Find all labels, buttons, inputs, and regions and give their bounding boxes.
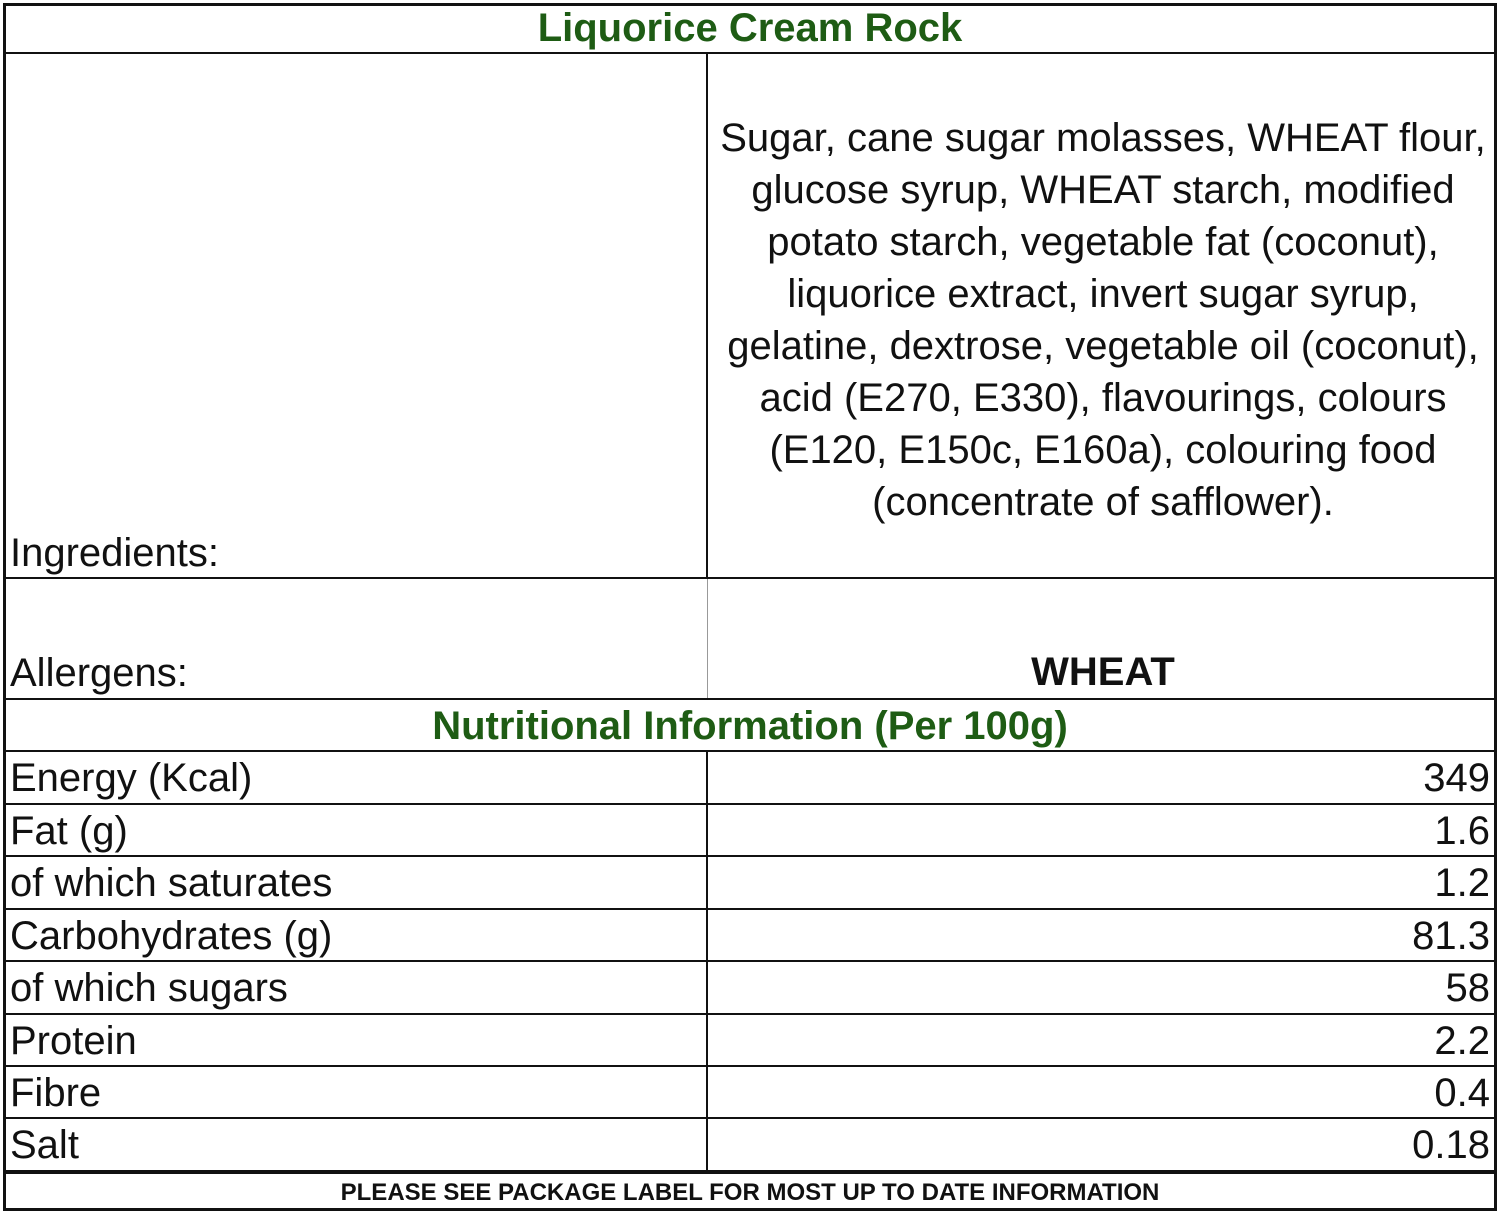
nutrient-value: 58 [1445, 966, 1490, 1010]
nutrient-value: 1.2 [1434, 861, 1490, 905]
nutrient-value: 349 [1423, 756, 1490, 800]
nutrient-label: Carbohydrates (g) [10, 914, 333, 958]
divider [3, 1065, 1497, 1067]
nutrient-label: Protein [10, 1019, 137, 1063]
nutrient-label: Salt [10, 1123, 79, 1167]
ingredients-label: Ingredients: [10, 531, 220, 575]
nutrient-value: 0.18 [1412, 1123, 1490, 1167]
column-divider [707, 579, 708, 698]
divider [3, 803, 1497, 805]
divider [3, 52, 1497, 54]
divider [3, 577, 1497, 579]
allergens-value: WHEAT [1031, 650, 1175, 694]
product-title: Liquorice Cream Rock [537, 6, 963, 50]
divider [3, 1013, 1497, 1015]
nutrient-label: Fat (g) [10, 809, 128, 853]
nutrient-label: of which saturates [10, 861, 333, 905]
nutrient-label: Fibre [10, 1071, 102, 1115]
nutrient-value: 2.2 [1434, 1019, 1490, 1063]
nutrient-value: 0.4 [1434, 1071, 1490, 1115]
divider [3, 1117, 1497, 1119]
ingredients-text: Sugar, cane sugar molasses, WHEAT flour, glucose syrup, WHEAT starch, modified potato starch, vegetable fat (coconut), liquorice extract, invert sugar syrup, gelatine, dextrose, vegetable oil (coconut), acid (E270, E330), flavourings, colours (E120, E150c, E160a), colouring food (concentrate of safflower). [720, 116, 1486, 524]
allergens-label: Allergens: [10, 651, 188, 695]
nutrition-heading: Nutritional Information (Per 100g) [432, 704, 1068, 748]
nutrient-value: 1.6 [1434, 809, 1490, 853]
column-divider [706, 54, 708, 578]
nutrient-value: 81.3 [1412, 914, 1490, 958]
nutrient-label: Energy (Kcal) [10, 756, 253, 800]
divider [3, 1170, 1497, 1174]
disclaimer-footer: PLEASE SEE PACKAGE LABEL FOR MOST UP TO DATE INFORMATION [340, 1179, 1160, 1206]
nutrient-label: of which sugars [10, 966, 288, 1010]
divider [3, 698, 1497, 700]
column-divider [706, 752, 708, 1172]
